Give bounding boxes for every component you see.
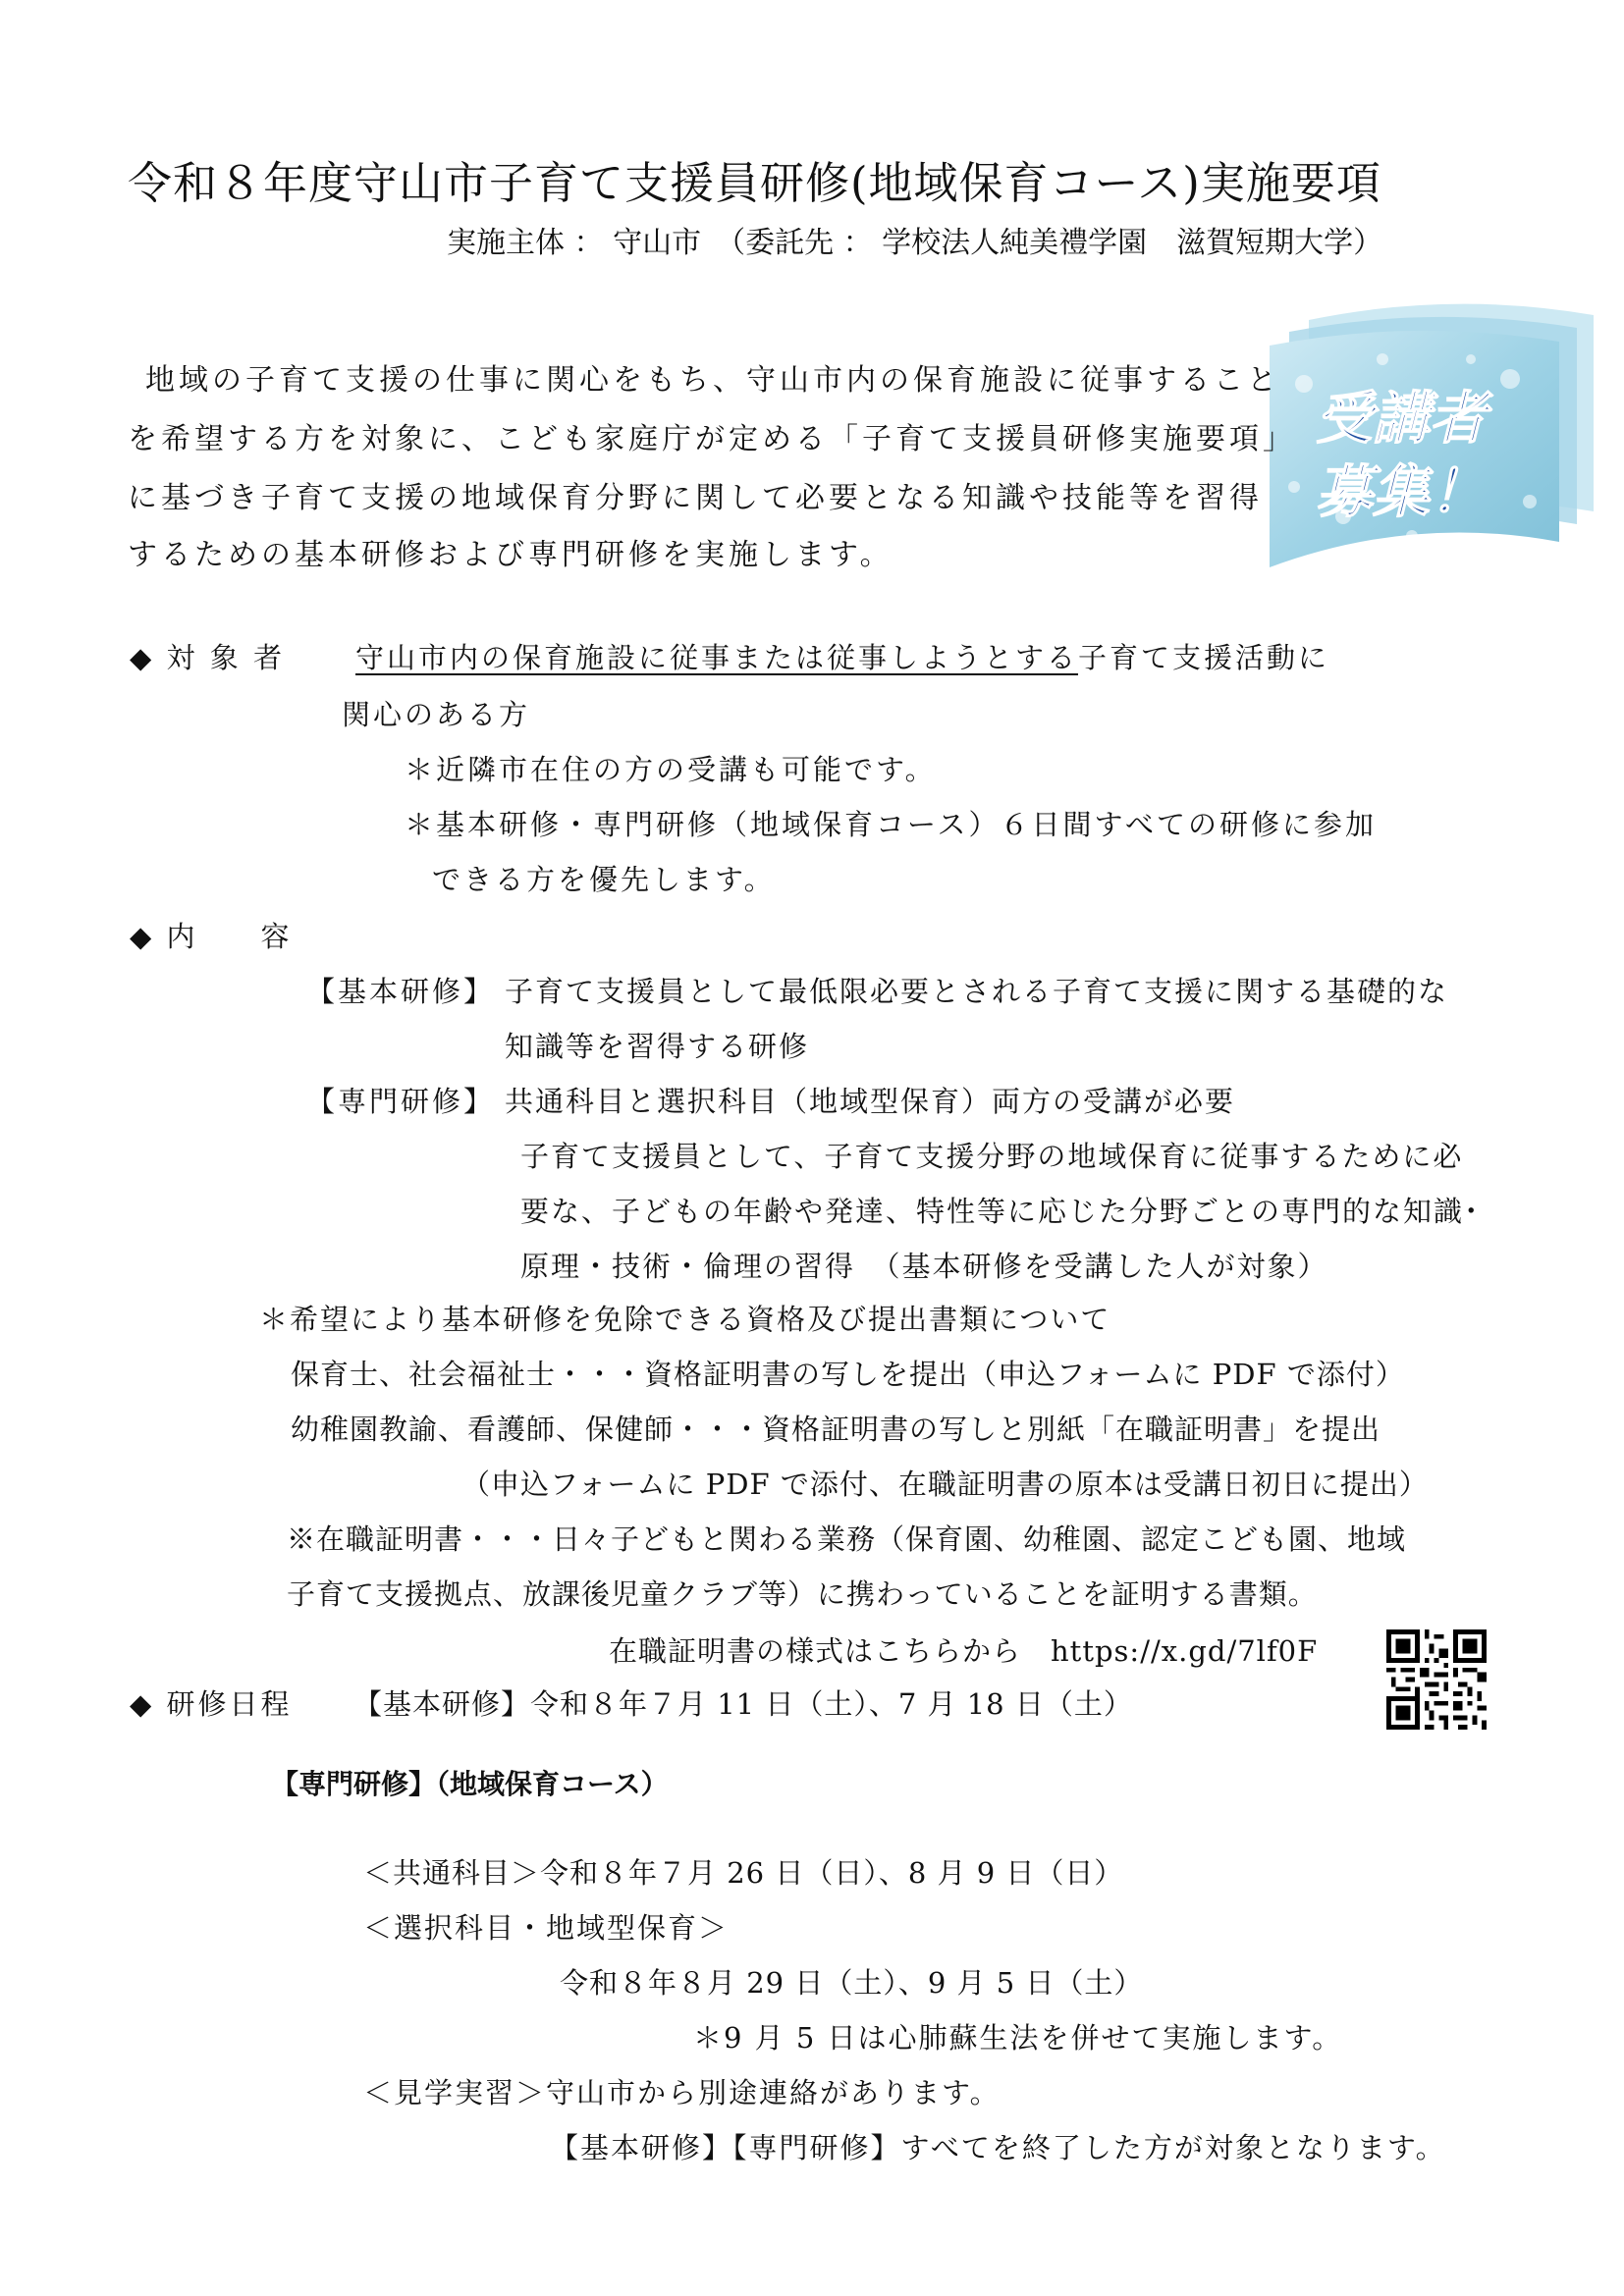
exemption-3: （申込フォームに PDF で添付、在職証明書の原本は受講日初日に提出） bbox=[461, 1468, 1429, 1501]
page-title: 令和８年度守山市子育て支援員研修(地域保育コース)実施要項 bbox=[128, 157, 1381, 209]
qr-code-icon[interactable] bbox=[1386, 1629, 1487, 1730]
content-label: ◆ 内 容 bbox=[130, 920, 293, 953]
exemption-1: 保育士、社会福祉士・・・資格証明書の写しを提出（申込フォームに PDF で添付） bbox=[291, 1358, 1405, 1391]
exemption-2: 幼稚園教諭、看護師、保健師・・・資格証明書の写しと別紙「在職証明書」を提出 bbox=[291, 1413, 1381, 1446]
intro-line-4: するための基本研修および専門研修を実施します。 bbox=[128, 538, 893, 572]
special-training-text-2: 子育て支援員として、子育て支援分野の地域保育に従事するために必 bbox=[520, 1140, 1464, 1173]
organizer-line: 実施主体 ： 守山市 （委託先 ： 学校法人純美禮学園 滋賀短期大学） bbox=[447, 226, 1383, 260]
schedule-label: ◆ 研修日程 bbox=[130, 1687, 293, 1721]
special-training-text-1: 共通科目と選択科目（地域型保育）両方の受講が必要 bbox=[505, 1085, 1236, 1118]
schedule-visit-note: 【基本研修】【専門研修】すべてを終了した方が対象となります。 bbox=[550, 2131, 1446, 2164]
special-training-text-3: 要な、子どもの年齢や発達、特性等に応じた分野ごとの専門的な知識･ bbox=[520, 1195, 1481, 1228]
basic-training-text-1: 子育て支援員として最低限必要とされる子育て支援に関する基礎的な bbox=[505, 975, 1449, 1008]
water-drop-badge-icon bbox=[1265, 291, 1598, 575]
schedule-basic: 【基本研修】令和８年７月 11 日（土）、7 月 18 日（土） bbox=[353, 1687, 1133, 1721]
schedule-visit: ＜見学実習＞守山市から別途連絡があります。 bbox=[363, 2076, 1001, 2109]
schedule-elective-label: ＜選択科目・地域型保育＞ bbox=[363, 1911, 730, 1945]
intro-line-2: を希望する方を対象に、こども家庭庁が定める「子育て支援員研修実施要項」 bbox=[128, 422, 1296, 456]
basic-training-text-2: 知識等を習得する研修 bbox=[505, 1030, 810, 1063]
target-note-2a: ＊基本研修・専門研修（地域保育コース）６日間すべての研修に参加 bbox=[405, 808, 1377, 841]
schedule-common: ＜共通科目＞令和８年７月 26 日（日）、8 月 9 日（日） bbox=[363, 1856, 1124, 1890]
certificate-note-1: ※在職証明書・・・日々子どもと関わる業務（保育園、幼稚園、認定こども園、地域 bbox=[287, 1522, 1407, 1556]
target-note-2b: できる方を優先します。 bbox=[432, 863, 776, 896]
svg-text:受講者: 受講者 bbox=[1316, 385, 1488, 452]
special-training-label: 【専門研修】 bbox=[306, 1085, 496, 1118]
certificate-form-link[interactable]: 在職証明書の様式はこちらから https://x.gd/7lf0F bbox=[609, 1634, 1319, 1668]
schedule-elective-note: ＊9 月 5 日は心肺蘇生法を併せて実施します。 bbox=[693, 2021, 1343, 2055]
intro-line-1: 地域の子育て支援の仕事に関心をもち、守山市内の保育施設に従事すること bbox=[145, 363, 1280, 398]
target-underlined: 守山市内の保育施設に従事または従事しようとする bbox=[355, 641, 1079, 674]
schedule-special-heading: 【専門研修】（地域保育コース） bbox=[271, 1768, 669, 1800]
intro-line-3: に基づき子育て支援の地域保育分野に関して必要となる知識や技能等を習得 bbox=[128, 481, 1263, 515]
special-training-text-4: 原理・技術・倫理の習得 （基本研修を受講した人が対象） bbox=[520, 1250, 1328, 1283]
svg-text:募集！: 募集！ bbox=[1316, 458, 1488, 525]
certificate-note-2: 子育て支援拠点、放課後児童クラブ等）に携わっていることを証明する書類。 bbox=[287, 1577, 1318, 1611]
exemption-title: ＊希望により基本研修を免除できる資格及び提出書類について bbox=[259, 1303, 1111, 1336]
recruit-badge bbox=[1265, 291, 1598, 575]
schedule-elective-dates: 令和８年８月 29 日（土）、9 月 5 日（土） bbox=[560, 1966, 1144, 2000]
target-text-1: 守山市内の保育施設に従事または従事しようとする子育て支援活動に bbox=[355, 641, 1330, 674]
target-text-2: 関心のある方 bbox=[342, 698, 531, 731]
target-label: ◆ 対 象 者 bbox=[130, 641, 285, 674]
basic-training-label: 【基本研修】 bbox=[306, 975, 496, 1008]
target-note-1: ＊近隣市在住の方の受講も可能です。 bbox=[405, 753, 937, 786]
